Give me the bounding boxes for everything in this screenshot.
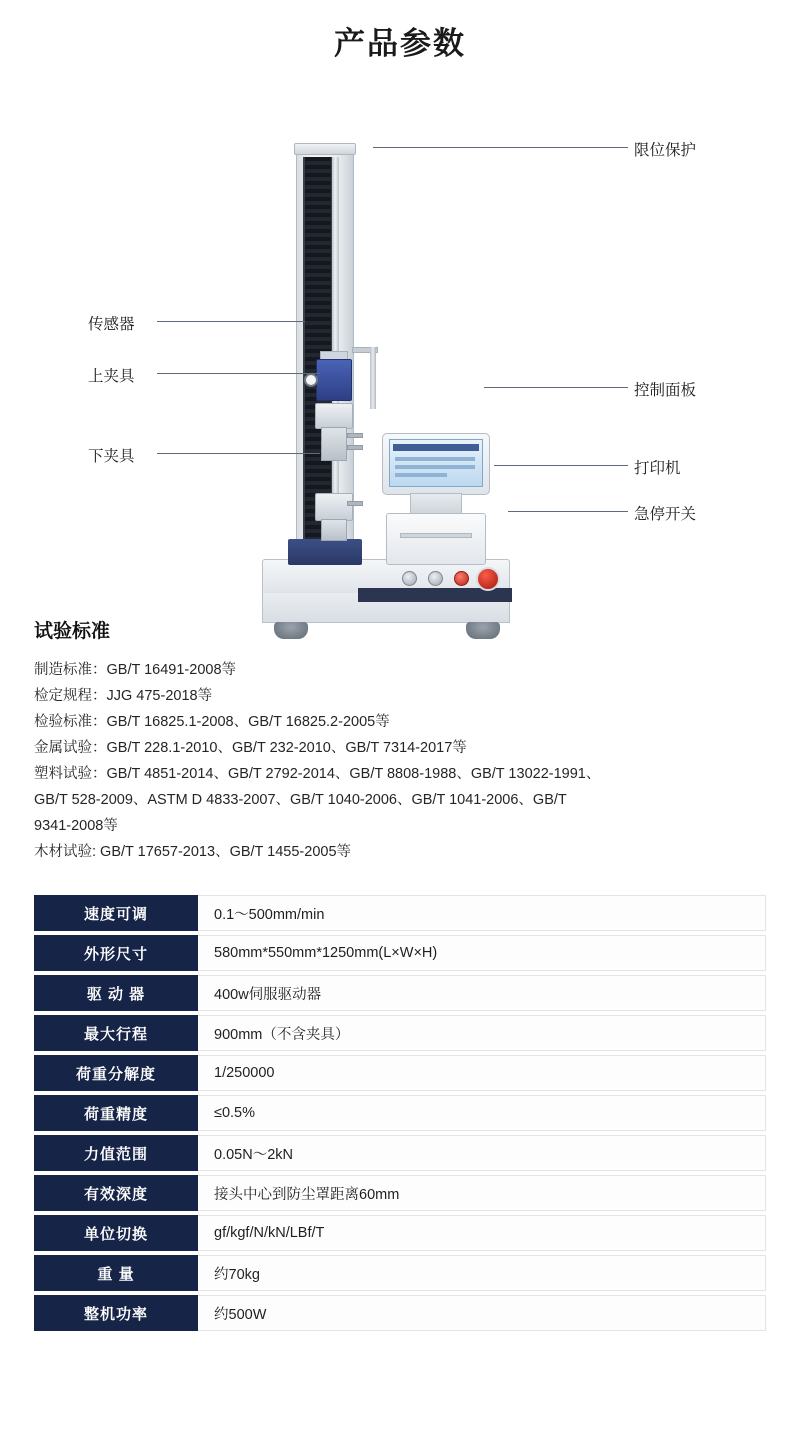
- base-button-1: [402, 571, 417, 586]
- spec-key: 整机功率: [34, 1295, 198, 1331]
- section-title-standards: 试验标准: [34, 621, 111, 642]
- spec-value: 580mm*550mm*1250mm(L×W×H): [198, 935, 766, 971]
- page-title: 产品参数: [334, 26, 466, 61]
- lower-grip: [315, 493, 353, 521]
- machine-foot-right: [466, 622, 500, 639]
- machine-illustration: [258, 141, 518, 671]
- callout-limit-protection: 限位保护: [634, 142, 697, 159]
- table-row: [34, 1175, 766, 1211]
- sensor-knob-icon: [304, 373, 318, 387]
- spec-value: 900mm（不含夹具）: [198, 1015, 766, 1051]
- spec-value: 约500W: [198, 1295, 766, 1331]
- base-button-2: [428, 571, 443, 586]
- machine-column-cap: [294, 143, 356, 155]
- standard-line: 9341-2008等: [34, 818, 118, 834]
- sensor-rod: [370, 347, 376, 409]
- table-row: [34, 1015, 766, 1051]
- callout-lower-grip: 下夹具: [88, 448, 135, 465]
- spec-value: 接头中心到防尘罩距离60mm: [198, 1175, 766, 1211]
- standard-line: 金属试验：GB/T 228.1-2010、GB/T 232-2010、GB/T 7314-2017等: [34, 740, 467, 756]
- callout-upper-grip: 上夹具: [88, 368, 135, 385]
- leader-line-sensor: [157, 321, 305, 322]
- callout-sensor: 传感器: [88, 316, 135, 333]
- spec-value: gf/kgf/N/kN/LBf/T: [198, 1215, 766, 1251]
- leader-line-upper-grip: [157, 373, 320, 374]
- spec-key: 力值范围: [34, 1135, 198, 1171]
- spec-key: 驱 动 器: [34, 975, 198, 1011]
- upper-grip-pin-2: [347, 445, 363, 450]
- control-panel-row-3: [395, 473, 447, 477]
- table-row: [34, 1295, 766, 1331]
- lower-grip-jaw: [321, 519, 347, 541]
- leader-line-limit-protection: [373, 147, 628, 148]
- table-row: [34, 1095, 766, 1131]
- spec-value: 1/250000: [198, 1055, 766, 1091]
- table-row: [34, 935, 766, 971]
- standard-line: 塑料试验：GB/T 4851-2014、GB/T 2792-2014、GB/T 8808-1988、GB/T 13022-1991、: [34, 766, 601, 782]
- spec-value: 约70kg: [198, 1255, 766, 1291]
- table-row: [34, 975, 766, 1011]
- control-panel-row-1: [395, 457, 475, 461]
- printer-paper-slot: [400, 533, 472, 538]
- spec-key: 单位切换: [34, 1215, 198, 1251]
- load-sensor: [316, 359, 352, 401]
- standard-line: 检定规程：JJG 475-2018等: [34, 688, 213, 704]
- spec-key: 荷重分解度: [34, 1055, 198, 1091]
- callout-control-panel: 控制面板: [634, 382, 697, 399]
- lower-grip-pin: [347, 501, 363, 506]
- spec-key: 最大行程: [34, 1015, 198, 1051]
- spec-value: ≤0.5%: [198, 1095, 766, 1131]
- machine-column-base-block: [288, 539, 362, 565]
- control-panel-row-2: [395, 465, 475, 469]
- upper-grip: [315, 403, 353, 429]
- table-row: [34, 1135, 766, 1171]
- spec-value: 400w伺服驱动器: [198, 975, 766, 1011]
- spec-key: 重 量: [34, 1255, 198, 1291]
- control-panel-neck: [410, 493, 462, 515]
- upper-grip-pin-1: [347, 433, 363, 438]
- emergency-stop-button: [476, 567, 500, 591]
- spec-value: 0.1～500mm/min: [198, 895, 766, 931]
- callout-emergency-stop: 急停开关: [634, 506, 697, 523]
- leader-line-printer: [494, 465, 628, 466]
- spec-table: [34, 891, 766, 1335]
- standard-line: 木材试验: GB/T 17657-2013、GB/T 1455-2005等: [34, 844, 352, 860]
- printer-unit: [386, 513, 486, 565]
- spec-value: 0.05N～2kN: [198, 1135, 766, 1171]
- spec-key: 荷重精度: [34, 1095, 198, 1131]
- control-panel-titlebar: [393, 444, 479, 451]
- leader-line-lower-grip: [157, 453, 320, 454]
- upper-grip-jaw: [321, 427, 347, 461]
- machine-foot-left: [274, 622, 308, 639]
- standard-line: 制造标准：GB/T 16491-2008等: [34, 662, 237, 678]
- spec-key: 有效深度: [34, 1175, 198, 1211]
- spec-key: 速度可调: [34, 895, 198, 931]
- base-button-3: [454, 571, 469, 586]
- callout-printer: 打印机: [634, 460, 681, 477]
- table-row: [34, 1255, 766, 1291]
- leader-line-estop: [508, 511, 628, 512]
- table-row: [34, 1215, 766, 1251]
- table-row: [34, 895, 766, 931]
- standard-line: 检验标准：GB/T 16825.1-2008、GB/T 16825.2-2005等: [34, 714, 390, 730]
- leader-line-control-panel: [484, 387, 628, 388]
- spec-key: 外形尺寸: [34, 935, 198, 971]
- standard-line: GB/T 528-2009、ASTM D 4833-2007、GB/T 1040-2006、GB/T 1041-2006、GB/T: [34, 792, 567, 808]
- table-row: [34, 1055, 766, 1091]
- product-diagram: [0, 71, 800, 616]
